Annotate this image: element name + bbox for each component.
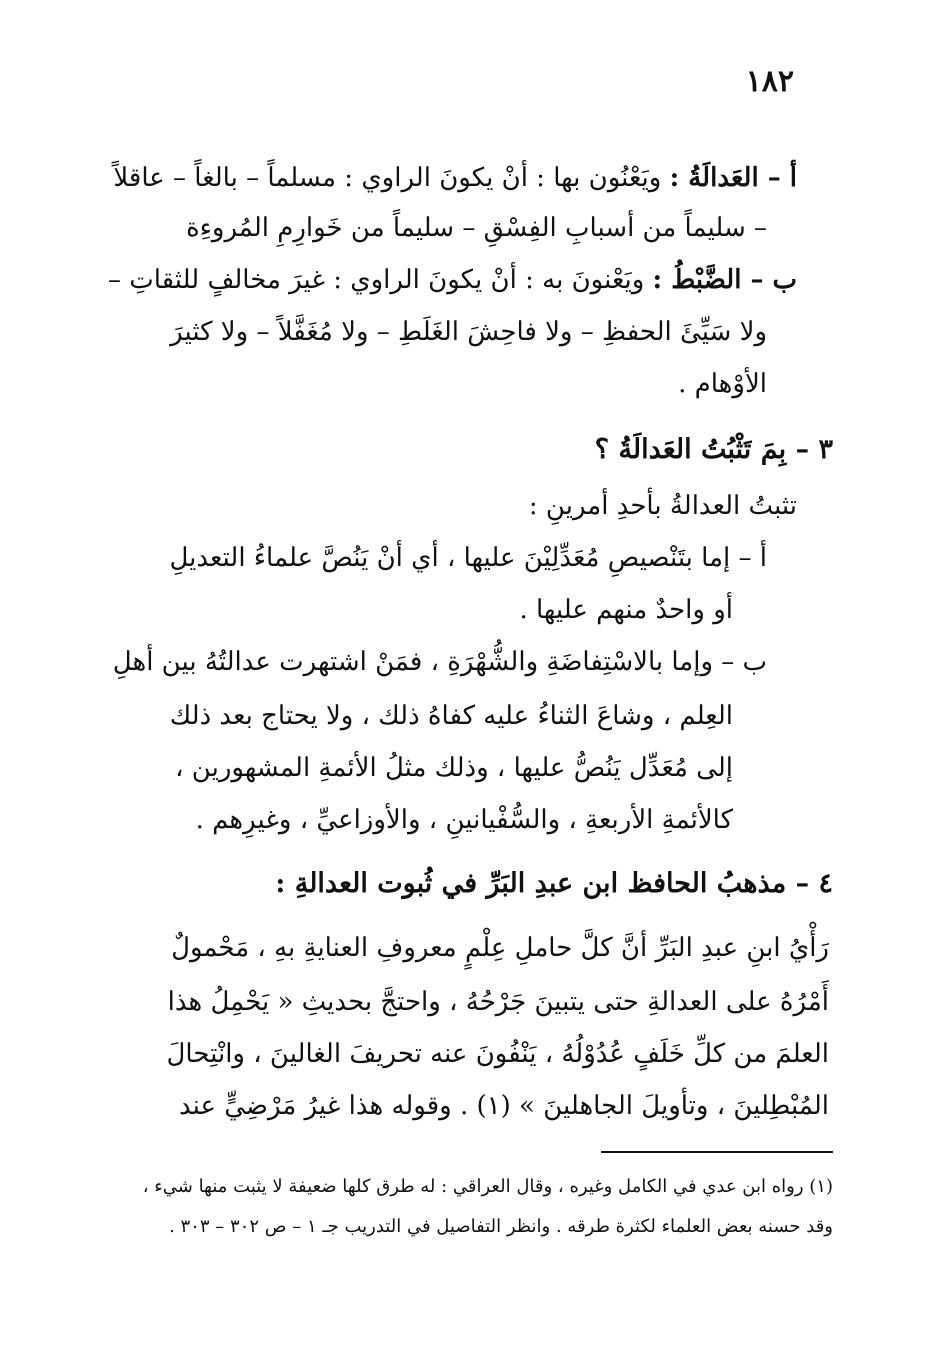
para-3-intro: تثبتُ العدالةُ بأحدِ أمرينِ : [528,491,797,521]
para-4-line-3: العلمَ من كلِّ خَلَفٍ عُدُوْلُهُ ، يَنْفُونَ عنه تحريفَ الغالينَ ، وانْتِحالَ [166,1039,829,1069]
section-a-label: أ – العَدالَةُ : [669,163,797,193]
para-3-b-line-4: كالأئمةِ الأربعةِ ، والسُّفْيانينِ ، والأوزاعيِّ ، وغيرِهم . [195,805,733,835]
section-b-label: ب – الضَّبْطُ : [652,265,797,295]
para-4-line-1: رَأْيُ ابنِ عبدِ البَرِّ أنَّ كلَّ حاملِ عِلْمٍ معروفِ العنايةِ بهِ ، مَحْمولٌ [171,933,829,963]
section-a-line-1 [113,156,797,200]
section-b-text-1: ويَعْنونَ به : أنْ يكونَ الراوي : غيرَ مخالفٍ للثقاتِ – [107,265,645,295]
para-3-a-line-2: أو واحدٌ منهم عليها . [519,595,733,625]
section-b-line-3: الأوْهام . [678,369,767,399]
section-b-line-1 [108,258,797,302]
footnote-line-2: وقد حسنه بعض العلماء لكثرة طرقه . وانظر التفاصيل في التدريب جـ ١ – ص ٣٠٢ – ٣٠٣ . [169,1216,833,1237]
section-b-line-2: ولا سَيِّئَ الحفظِ – ولا فاحِشَ الغَلَطِ – ولا مُغَفَّلاً – ولا كثيرَ [170,317,767,347]
para-4-line-4: المُبْطِلينَ ، وتأويلَ الجاهلينَ » (١) . وقوله هذا غيرُ مَرْضِيٍّ عند [178,1091,829,1121]
footnote-divider [601,1151,833,1153]
para-4-line-2: أَمْرُهُ على العدالةِ حتى يتبينَ جَرْحُهُ ، واحتجَّ بحديثِ « يَحْمِلُ هذا [167,987,829,1017]
section-a-line-2: – سليماً من أسبابِ الفِسْقِ – سليماً من خَوارِمِ المُروءِة [186,213,767,243]
para-3-b-line-3: إلى مُعَدِّل يَنُصُّ عليها ، وذلك مثلُ الأئمةِ المشهورين ، [175,753,733,783]
para-3-b-line-1: ب – وإما بالاسْتِفاضَةِ والشُّهْرَةِ ، فمَنْ اشتهرت عدالتُهُ بين أهلِ [112,647,767,677]
page-number: ١٨٢ [745,64,794,99]
heading-4: ٤ – مذهبُ الحافظ ابن عبدِ البَرِّ في ثُبوت العدالةِ : [275,868,833,899]
section-a-text-1: ويَعْنُون بها : أنْ يكونَ الراوي : مسلماً – بالغاً – عاقلاً [113,163,662,193]
para-3-a-line-1: أ – إما بتَنْصيصِ مُعَدِّلِيْنَ عليها ، أي أنْ يَنُصَّ علماءُ التعديلِ [169,543,767,573]
heading-3: ٣ – بِمَ تَثْبُتُ العَدالَةُ ؟ [594,434,833,465]
footnote-line-1: (١) رواه ابن عدي في الكامل وغيره ، وقال العراقي : له طرق كلها ضعيفة لا يثبت منها شيء ، [142,1176,833,1197]
para-3-b-line-2: العِلم ، وشاعَ الثناءُ عليه كفاهُ ذلك ، ولا يحتاج بعد ذلك [169,701,733,731]
